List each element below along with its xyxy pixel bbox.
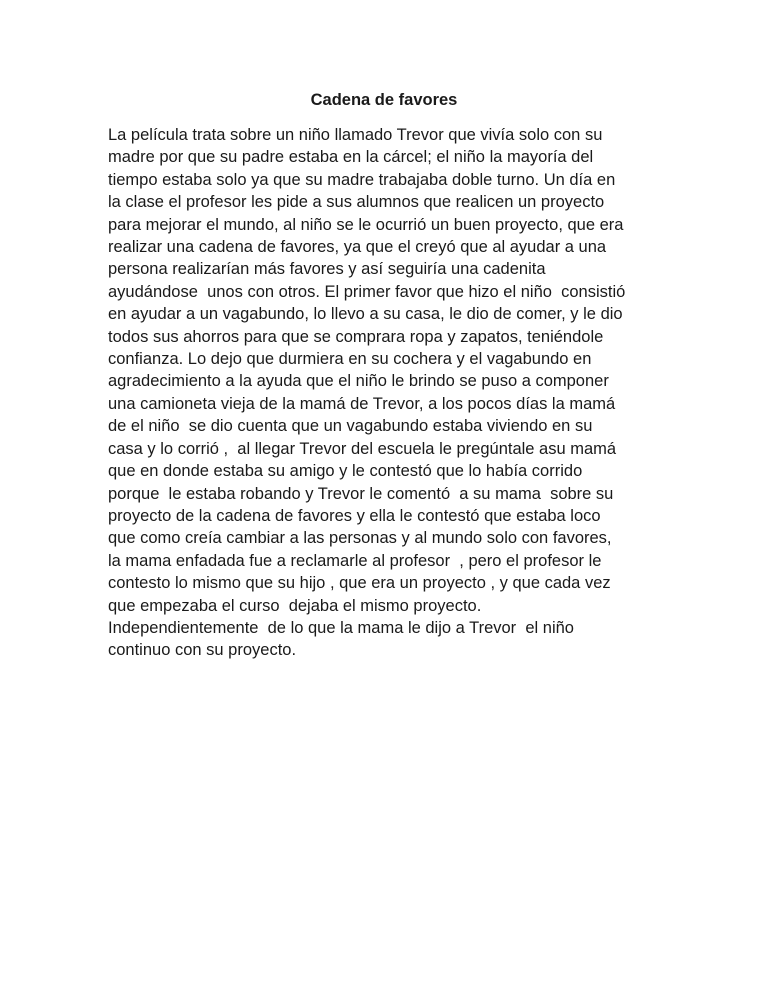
body-line: continuo con su proyecto.: [108, 641, 297, 660]
body-line: en ayudar a un vagabundo, lo llevo a su casa, le dio de comer, y le dio: [108, 305, 623, 324]
body-line: la clase el profesor les pide a sus alumnos que realicen un proyecto: [108, 193, 605, 212]
body-line: todos sus ahorros para que se comprara ropa y zapatos, teniéndole: [108, 327, 604, 346]
body-line: proyecto de la cadena de favores y ella le contestó que estaba loco: [108, 506, 601, 525]
body-line: confianza. Lo dejo que durmiera en su cochera y el vagabundo en: [108, 350, 592, 369]
body-line: una camioneta vieja de la mamá de Trevor, a los pocos días la mamá: [108, 394, 616, 413]
body-line: de el niño se dio cuenta que un vagabundo estaba viviendo en su: [108, 417, 593, 436]
body-line: persona realizarían más favores y así seguiría una cadenita: [108, 260, 546, 279]
body-line: tiempo estaba solo ya que su madre trabajaba doble turno. Un día en: [108, 170, 616, 189]
body-line: Independientemente de lo que la mama le dijo a Trevor el niño: [108, 618, 574, 637]
body-line: para mejorar el mundo, al niño se le ocurrió un buen proyecto, que era: [108, 215, 624, 234]
body-line: realizar una cadena de favores, ya que el creyó que al ayudar a una: [108, 238, 607, 257]
body-line: casa y lo corrió , al llegar Trevor del escuela le pregúntale asu mamá: [108, 439, 617, 458]
body-line: agradecimiento a la ayuda que el niño le brindo se puso a componer: [108, 372, 609, 391]
body-line: que empezaba el curso dejaba el mismo proyecto.: [108, 596, 482, 615]
body-line: que como creía cambiar a las personas y al mundo solo con favores,: [108, 529, 612, 548]
body-line: madre por que su padre estaba en la cárcel; el niño la mayoría del: [108, 148, 594, 167]
body-line: porque le estaba robando y Trevor le comentó a su mama sobre su: [108, 484, 614, 503]
body-line: ayudándose unos con otros. El primer favor que hizo el niño consistió: [108, 282, 626, 301]
body-line: contesto lo mismo que su hijo , que era un proyecto , y que cada vez: [108, 574, 611, 593]
body-line: La película trata sobre un niño llamado Trevor que vivía solo con su: [108, 126, 603, 144]
document-body: [108, 124, 688, 662]
body-line: que en donde estaba su amigo y le contestó que lo había corrido: [108, 462, 583, 481]
document-title: Cadena de favores: [310, 91, 458, 109]
body-line: la mama enfadada fue a reclamarle al profesor , pero el profesor le: [108, 551, 602, 570]
